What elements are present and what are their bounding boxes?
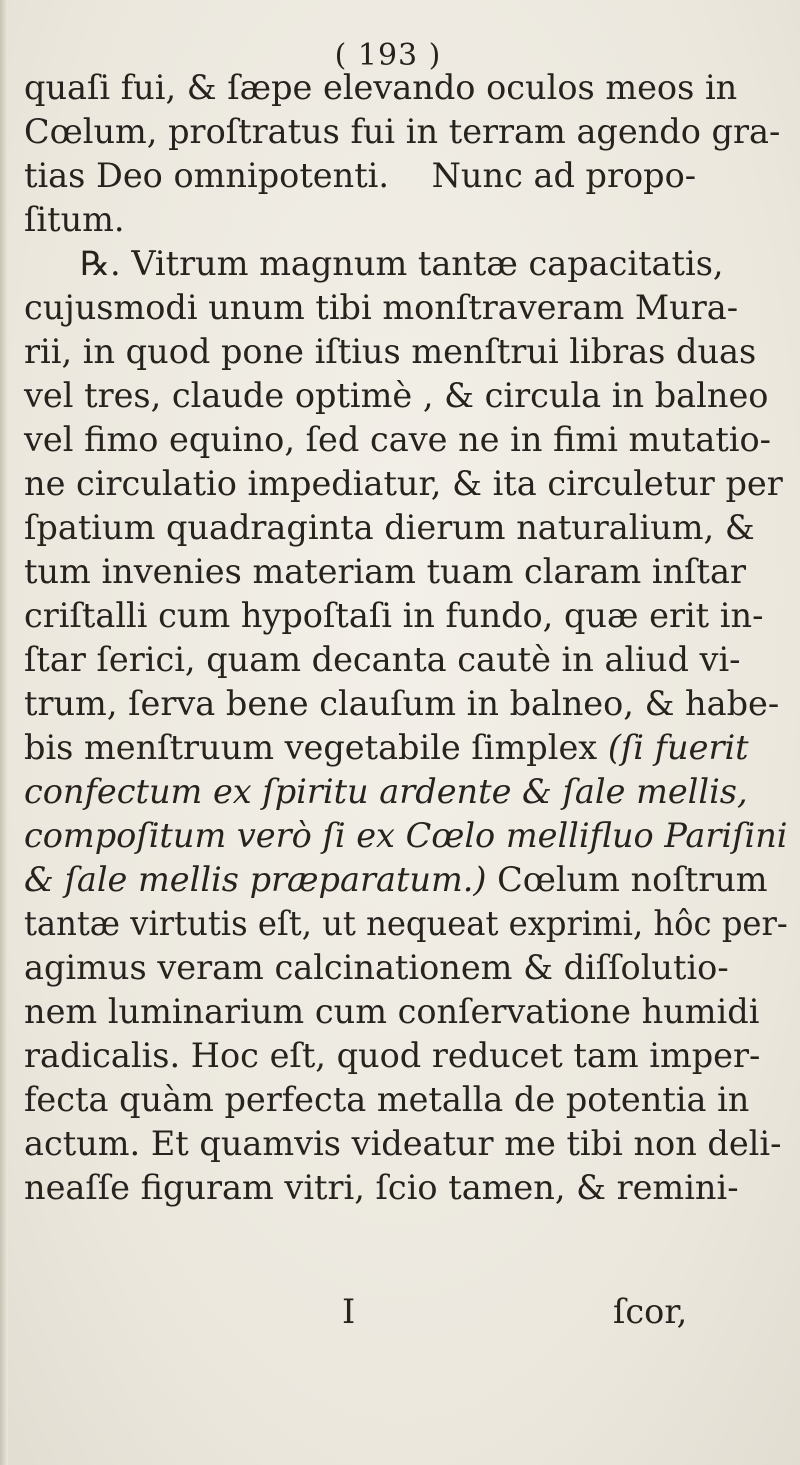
signature-mark: I: [342, 1292, 356, 1331]
page-gutter: [0, 0, 8, 1465]
text-line: vel fimo equino, ſed cave ne in fimi mutatio-: [24, 420, 771, 459]
italic-run: confectum ex ſpiritu ardente & ſale mellis,: [24, 772, 748, 811]
text-line: rii, in quod pone iſtius menſtrui libras duas: [24, 332, 757, 371]
text-line: criſtalli cum hypoſtaſi in fundo, quæ erit in-: [24, 596, 764, 635]
text-line: trum, ſerva bene clauſum in balneo, & habe-: [24, 684, 780, 723]
body-text: [24, 66, 788, 1210]
text-line-mixed: [24, 858, 788, 902]
page-footer: [0, 1290, 800, 1334]
roman-run: bis menſtruum vegetabile ſimplex: [24, 728, 608, 767]
italic-run: compoſitum verò ſi ex Cœlo mellifluo Pariſini: [24, 816, 788, 855]
text-line: radicalis. Hoc eſt, quod reducet tam imper-: [24, 1036, 761, 1075]
text-line: actum. Et quamvis videatur me tibi non deli-: [24, 1124, 782, 1163]
text-line: ne circulatio impediatur, & ita circuletur per: [24, 464, 783, 503]
catchword: ſcor,: [613, 1292, 688, 1331]
text-line: cujusmodi unum tibi monſtraveram Mura-: [24, 288, 739, 327]
text-line: tum invenies materiam tuam claram inſtar: [24, 552, 747, 591]
text-line-mixed: [24, 726, 788, 770]
italic-run: (ſi fuerit: [607, 728, 749, 767]
text-line: vel tres, claude optimè , & circula in balneo: [24, 376, 769, 415]
text-line-italic: [24, 770, 788, 814]
text-line: ſpatium quadraginta dierum naturalium, &: [24, 508, 755, 547]
text-line: ſtar ſerici, quam decanta cautè in aliud vi-: [24, 640, 741, 679]
roman-run: Cœlum noſtrum: [486, 860, 768, 899]
recipe-line: ℞. Vitrum magnum tantæ capacitatis,: [80, 244, 724, 283]
text-line-italic: [24, 814, 788, 858]
text-line: tias Deo omnipotenti. Nunc ad propo-: [24, 156, 697, 195]
text-line: tantæ virtutis eſt, ut nequeat exprimi, hôc per-: [24, 904, 788, 943]
text-line: quaſi fui, & ſæpe elevando oculos meos in: [24, 68, 738, 107]
text-line: Cœlum, proſtratus fui in terram agendo gra-: [24, 112, 781, 151]
page-number: ( 193 ): [334, 38, 442, 73]
text-line: nem luminarium cum conſervatione humidi: [24, 992, 760, 1031]
text-line: neaſſe figuram vitri, ſcio tamen, & remini-: [24, 1168, 739, 1207]
text-line: agimus veram calcinationem & diſſolutio-: [24, 948, 729, 987]
text-line: fecta quàm perfecta metalla de potentia in: [24, 1080, 750, 1119]
text-line: ſitum.: [24, 200, 125, 239]
italic-run: & ſale mellis præparatum.): [24, 860, 487, 899]
